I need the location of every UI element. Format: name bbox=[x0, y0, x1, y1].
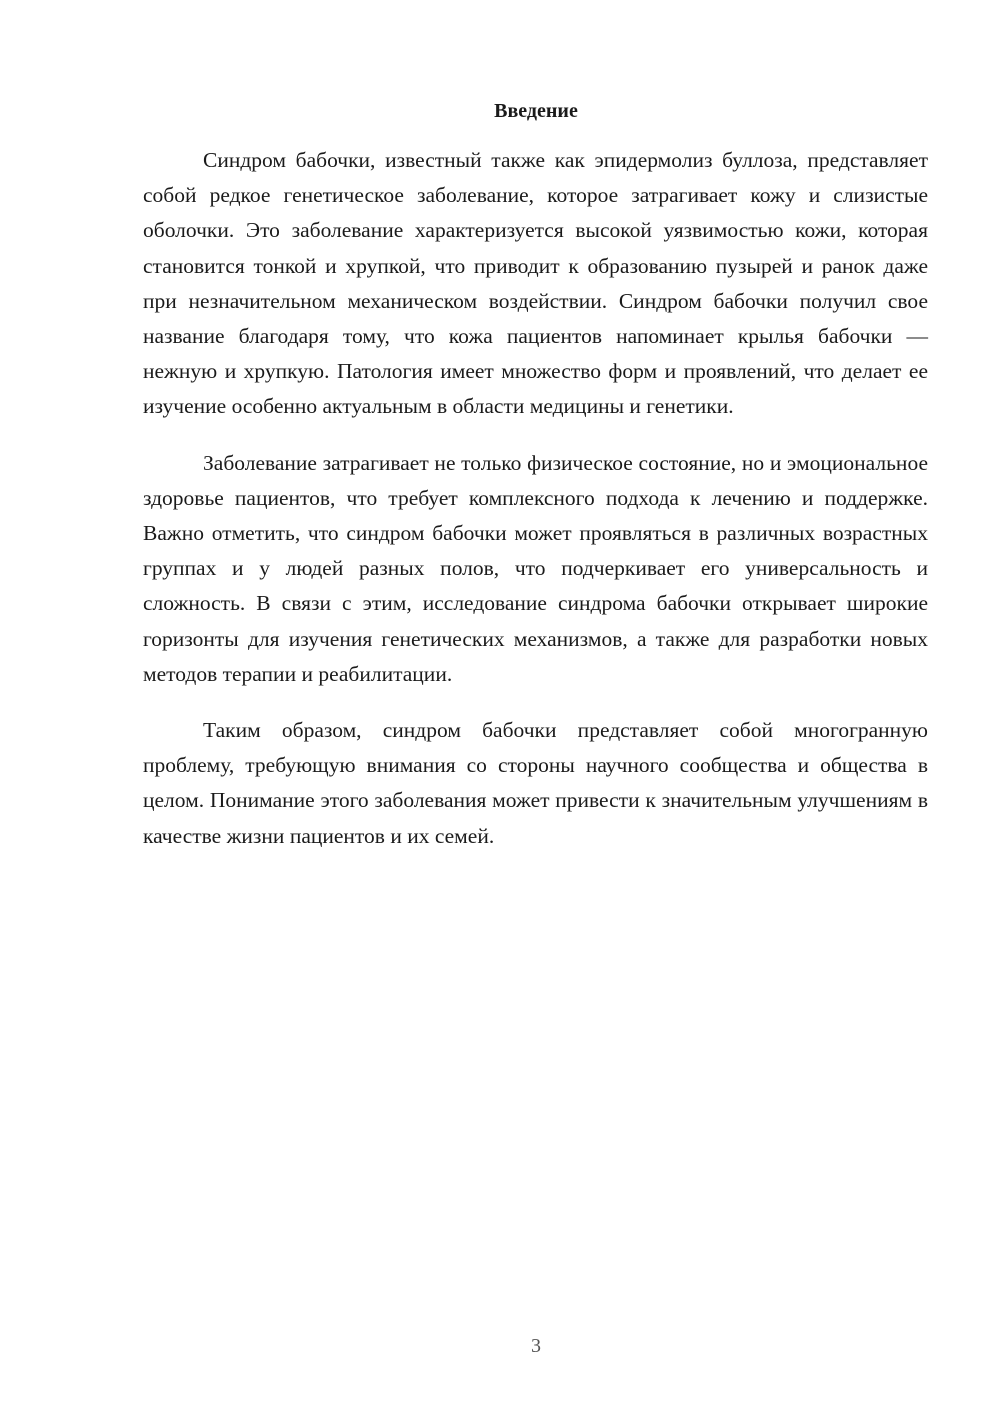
body-text bbox=[143, 143, 928, 875]
section-title: Введение bbox=[494, 100, 578, 122]
paragraph-3: Таким образом, синдром бабочки представляет собой многогранную проблему, требующую внимания со стороны научного сообщества и общества в целом. Понимание этого заболевания может привести к значительным улучшениям в качестве жизни пациентов и их семей. bbox=[143, 718, 928, 848]
paragraph-2: Заболевание затрагивает не только физическое состояние, но и эмоциональное здоровье пациентов, что требует комплексного подхода к лечению и поддержке. Важно отметить, что синдром бабочки может проявляться в различных возрастных группах и у людей разных полов, что подчеркивает его универсальность и сложность. В связи с этим, исследование синдрома бабочки открывает широкие горизонты для изучения генетических механизмов, а также для разработки новых методов терапии и реабилитации. bbox=[143, 450, 928, 686]
page-number: 3 bbox=[531, 1335, 541, 1357]
paragraph-1: Синдром бабочки, известный также как эпидермолиз буллоза, представляет собой редкое генетическое заболевание, которое затрагивает кожу и слизистые оболочки. Это заболевание характеризуется высокой уязвимостью кожи, которая становится тонкой и хрупкой, что приводит к образованию пузырей и ранок даже при незначительном механическом воздействии. Синдром бабочки получил свое название благодаря тому, что кожа пациентов напоминает крылья бабочки — нежную и хрупкую. Патология имеет множество форм и проявлений, что делает ее изучение особенно актуальным в области медицины и генетики. bbox=[143, 148, 928, 419]
